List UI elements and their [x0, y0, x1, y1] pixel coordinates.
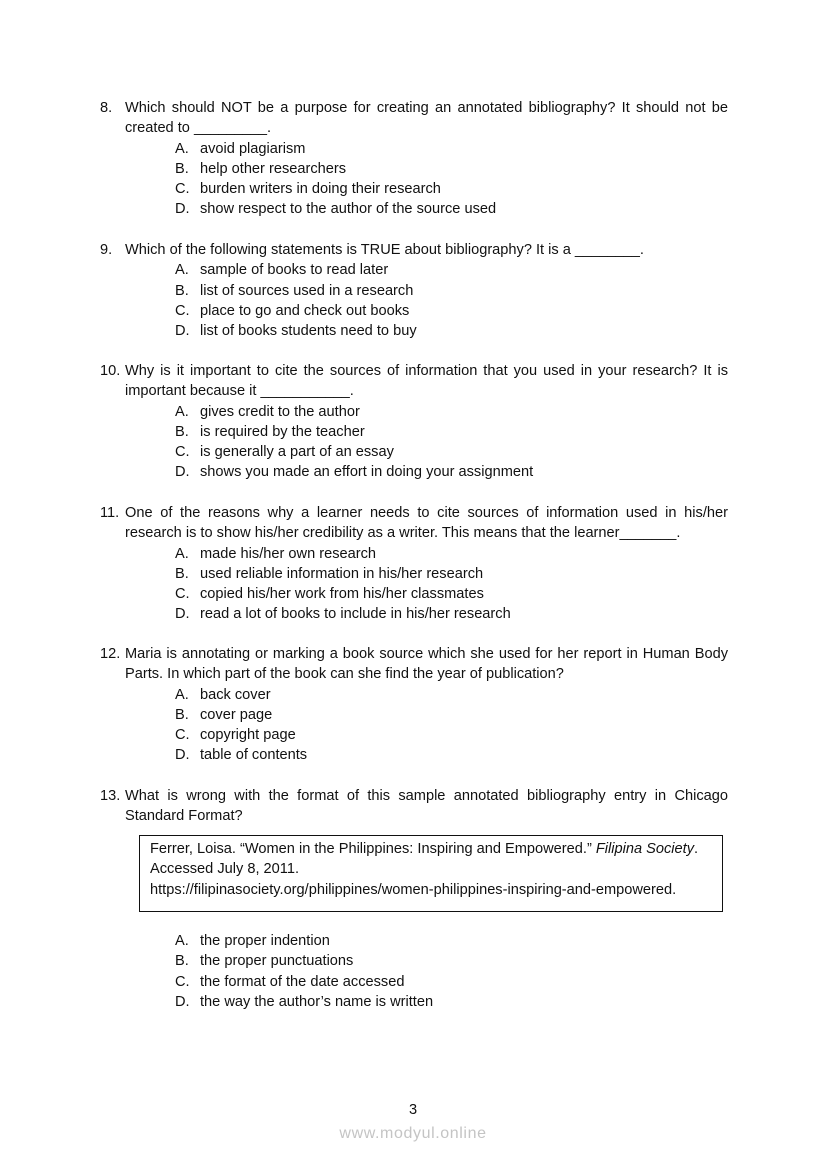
option-a: A. back cover	[175, 686, 271, 703]
question-number: 13.	[100, 788, 121, 804]
question-number: 12.	[100, 646, 121, 662]
option-c: C. the format of the date accessed	[175, 973, 405, 990]
option-d: D. table of contents	[175, 747, 308, 764]
option-d: D. shows you made an effort in doing your assignment	[175, 464, 534, 481]
option-d: D. list of books students need to buy	[175, 323, 417, 340]
option-b: B. list of sources used in a research	[175, 282, 414, 299]
question-text: Why is it important to cite the sources of information that you used in your research? It is important because it ___________.	[125, 363, 728, 400]
question-13	[100, 786, 728, 827]
options-list	[100, 139, 728, 220]
option-b: B. is required by the teacher	[175, 423, 365, 440]
citation-line-1: Ferrer, Loisa. “Women in the Philippines: Inspiring and Empowered.” Filipina Society.	[150, 841, 699, 857]
question-text: Which should NOT be a purpose for creating an annotated bibliography? It should not be created to _________.	[125, 100, 728, 137]
citation-line-2: Accessed July 8, 2011.	[150, 861, 299, 878]
option-a: A. the proper indention	[175, 933, 330, 949]
question-stem	[100, 361, 728, 402]
option-c: C. copyright page	[175, 727, 296, 744]
option-a: A. avoid plagiarism	[175, 140, 306, 157]
option-b: B. the proper punctuations	[175, 953, 354, 970]
option-b: B. used reliable information in his/her research	[175, 565, 484, 582]
question-number: 10.	[100, 363, 121, 379]
page-number: 3	[408, 1102, 418, 1118]
question-stem	[100, 240, 728, 260]
question-text: What is wrong with the format of this sample annotated bibliography entry in Chicago Standard Format?	[125, 788, 728, 825]
options-list	[100, 685, 728, 766]
question-10	[100, 361, 728, 483]
option-d: D. show respect to the author of the source used	[175, 201, 497, 218]
option-a: A. sample of books to read later	[175, 262, 389, 279]
option-d: D. read a lot of books to include in his/her research	[175, 606, 511, 623]
citation-line-3: https://filipinasociety.org/philippines/women-philippines-inspiring-and-empowered.	[150, 881, 677, 898]
question-8	[100, 98, 728, 220]
sample-citation-box	[139, 835, 723, 912]
question-text: Maria is annotating or marking a book source which she used for her report in Human Body Parts. In which part of the book can she find the year of publication?	[125, 646, 728, 683]
question-number: 8.	[100, 100, 113, 116]
options-list	[100, 931, 728, 1012]
question-stem	[100, 503, 728, 544]
question-12	[100, 644, 728, 766]
option-c: C. burden writers in doing their research	[175, 181, 441, 198]
question-stem	[100, 786, 728, 827]
option-b: B. cover page	[175, 706, 273, 723]
option-c: C. is generally a part of an essay	[175, 444, 394, 461]
question-text: Which of the following statements is TRUE about bibliography? It is a ________.	[125, 242, 644, 258]
question-stem	[100, 98, 728, 139]
question-number: 11.	[100, 505, 120, 521]
options-list	[100, 544, 728, 625]
options-list	[100, 260, 728, 341]
option-a: A. made his/her own research	[175, 545, 377, 562]
question-number: 9.	[100, 242, 113, 258]
option-d: D. the way the author’s name is written	[175, 993, 434, 1010]
citation-source-title: Filipina Society	[595, 841, 695, 857]
option-b: B. help other researchers	[175, 160, 347, 177]
question-11	[100, 503, 728, 625]
watermark: www.modyul.online	[339, 1125, 487, 1142]
option-a: A. gives credit to the author	[175, 403, 360, 420]
question-13-options	[100, 931, 728, 1012]
question-stem	[100, 644, 728, 685]
question-text: One of the reasons why a learner needs to cite sources of information used in his/her research is to show his/her credibility as a writer. This means that the learner_______.	[125, 505, 728, 542]
option-c: C. place to go and check out books	[175, 302, 410, 319]
question-9	[100, 240, 728, 341]
options-list	[100, 402, 728, 483]
option-c: C. copied his/her work from his/her classmates	[175, 586, 484, 603]
